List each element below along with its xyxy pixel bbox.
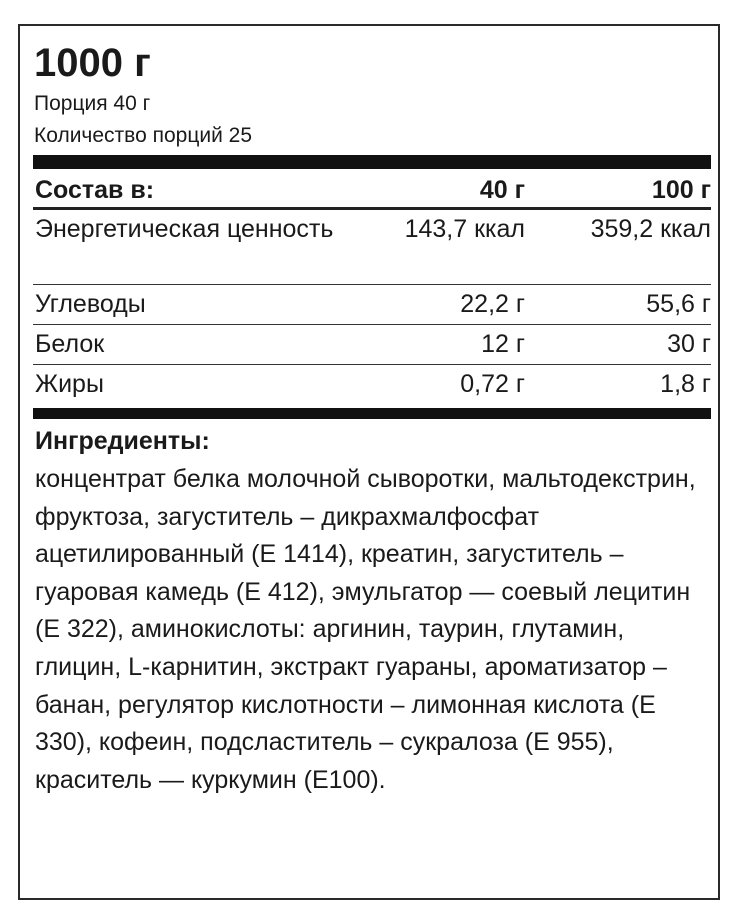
row-value-100g: 30 г bbox=[667, 330, 711, 358]
row-name: Энергетическая ценность bbox=[35, 215, 334, 243]
package-weight: 1000 г bbox=[34, 41, 151, 85]
header-col-40g: 40 г bbox=[479, 176, 525, 204]
table-row-energy bbox=[33, 210, 711, 285]
row-value-100g: 1,8 г bbox=[660, 370, 711, 398]
divider-bar-bottom bbox=[33, 408, 711, 419]
row-value-40g: 143,7 ккал bbox=[404, 215, 525, 243]
serving-size: Порция 40 г bbox=[34, 92, 151, 115]
divider-bar-top bbox=[33, 155, 711, 169]
servings-count: Количество порций 25 bbox=[34, 124, 253, 147]
header-name: Состав в: bbox=[35, 176, 155, 204]
ingredients-text: концентрат белка молочной сыворотки, мальтодекстрин, фруктоза, загуститель – дикрахмалфосфат ацетилированный (Е 1414), креатин, загуститель – гуаровая камедь (Е 412), эмульгатор — соевый лецитин (Е 322), аминокислоты: аргинин, таурин, глутамин, глицин, L-карнитин, экстракт гуараны, ароматизатор – банан, регулятор кислотности – лимонная кислота (Е 330), кофеин, подсластитель – сукралоза (Е 955), краситель — куркумин (Е100). bbox=[35, 465, 696, 794]
table-row-carbs bbox=[33, 285, 711, 325]
table-row-fat bbox=[33, 365, 711, 405]
composition-table bbox=[33, 171, 711, 405]
row-value-40g: 0,72 г bbox=[460, 370, 525, 398]
table-row-protein bbox=[33, 325, 711, 365]
row-value-100g: 359,2 ккал bbox=[590, 215, 711, 243]
row-value-100g: 55,6 г bbox=[646, 290, 711, 318]
row-value-40g: 22,2 г bbox=[460, 290, 525, 318]
row-value-40g: 12 г bbox=[481, 330, 525, 358]
row-name: Жиры bbox=[35, 370, 104, 398]
row-name: Белок bbox=[35, 330, 105, 358]
row-name: Углеводы bbox=[35, 290, 146, 318]
ingredients-title: Ингредиенты: bbox=[35, 427, 210, 455]
composition-header-row bbox=[33, 171, 711, 210]
header-col-100g: 100 г bbox=[651, 176, 711, 204]
